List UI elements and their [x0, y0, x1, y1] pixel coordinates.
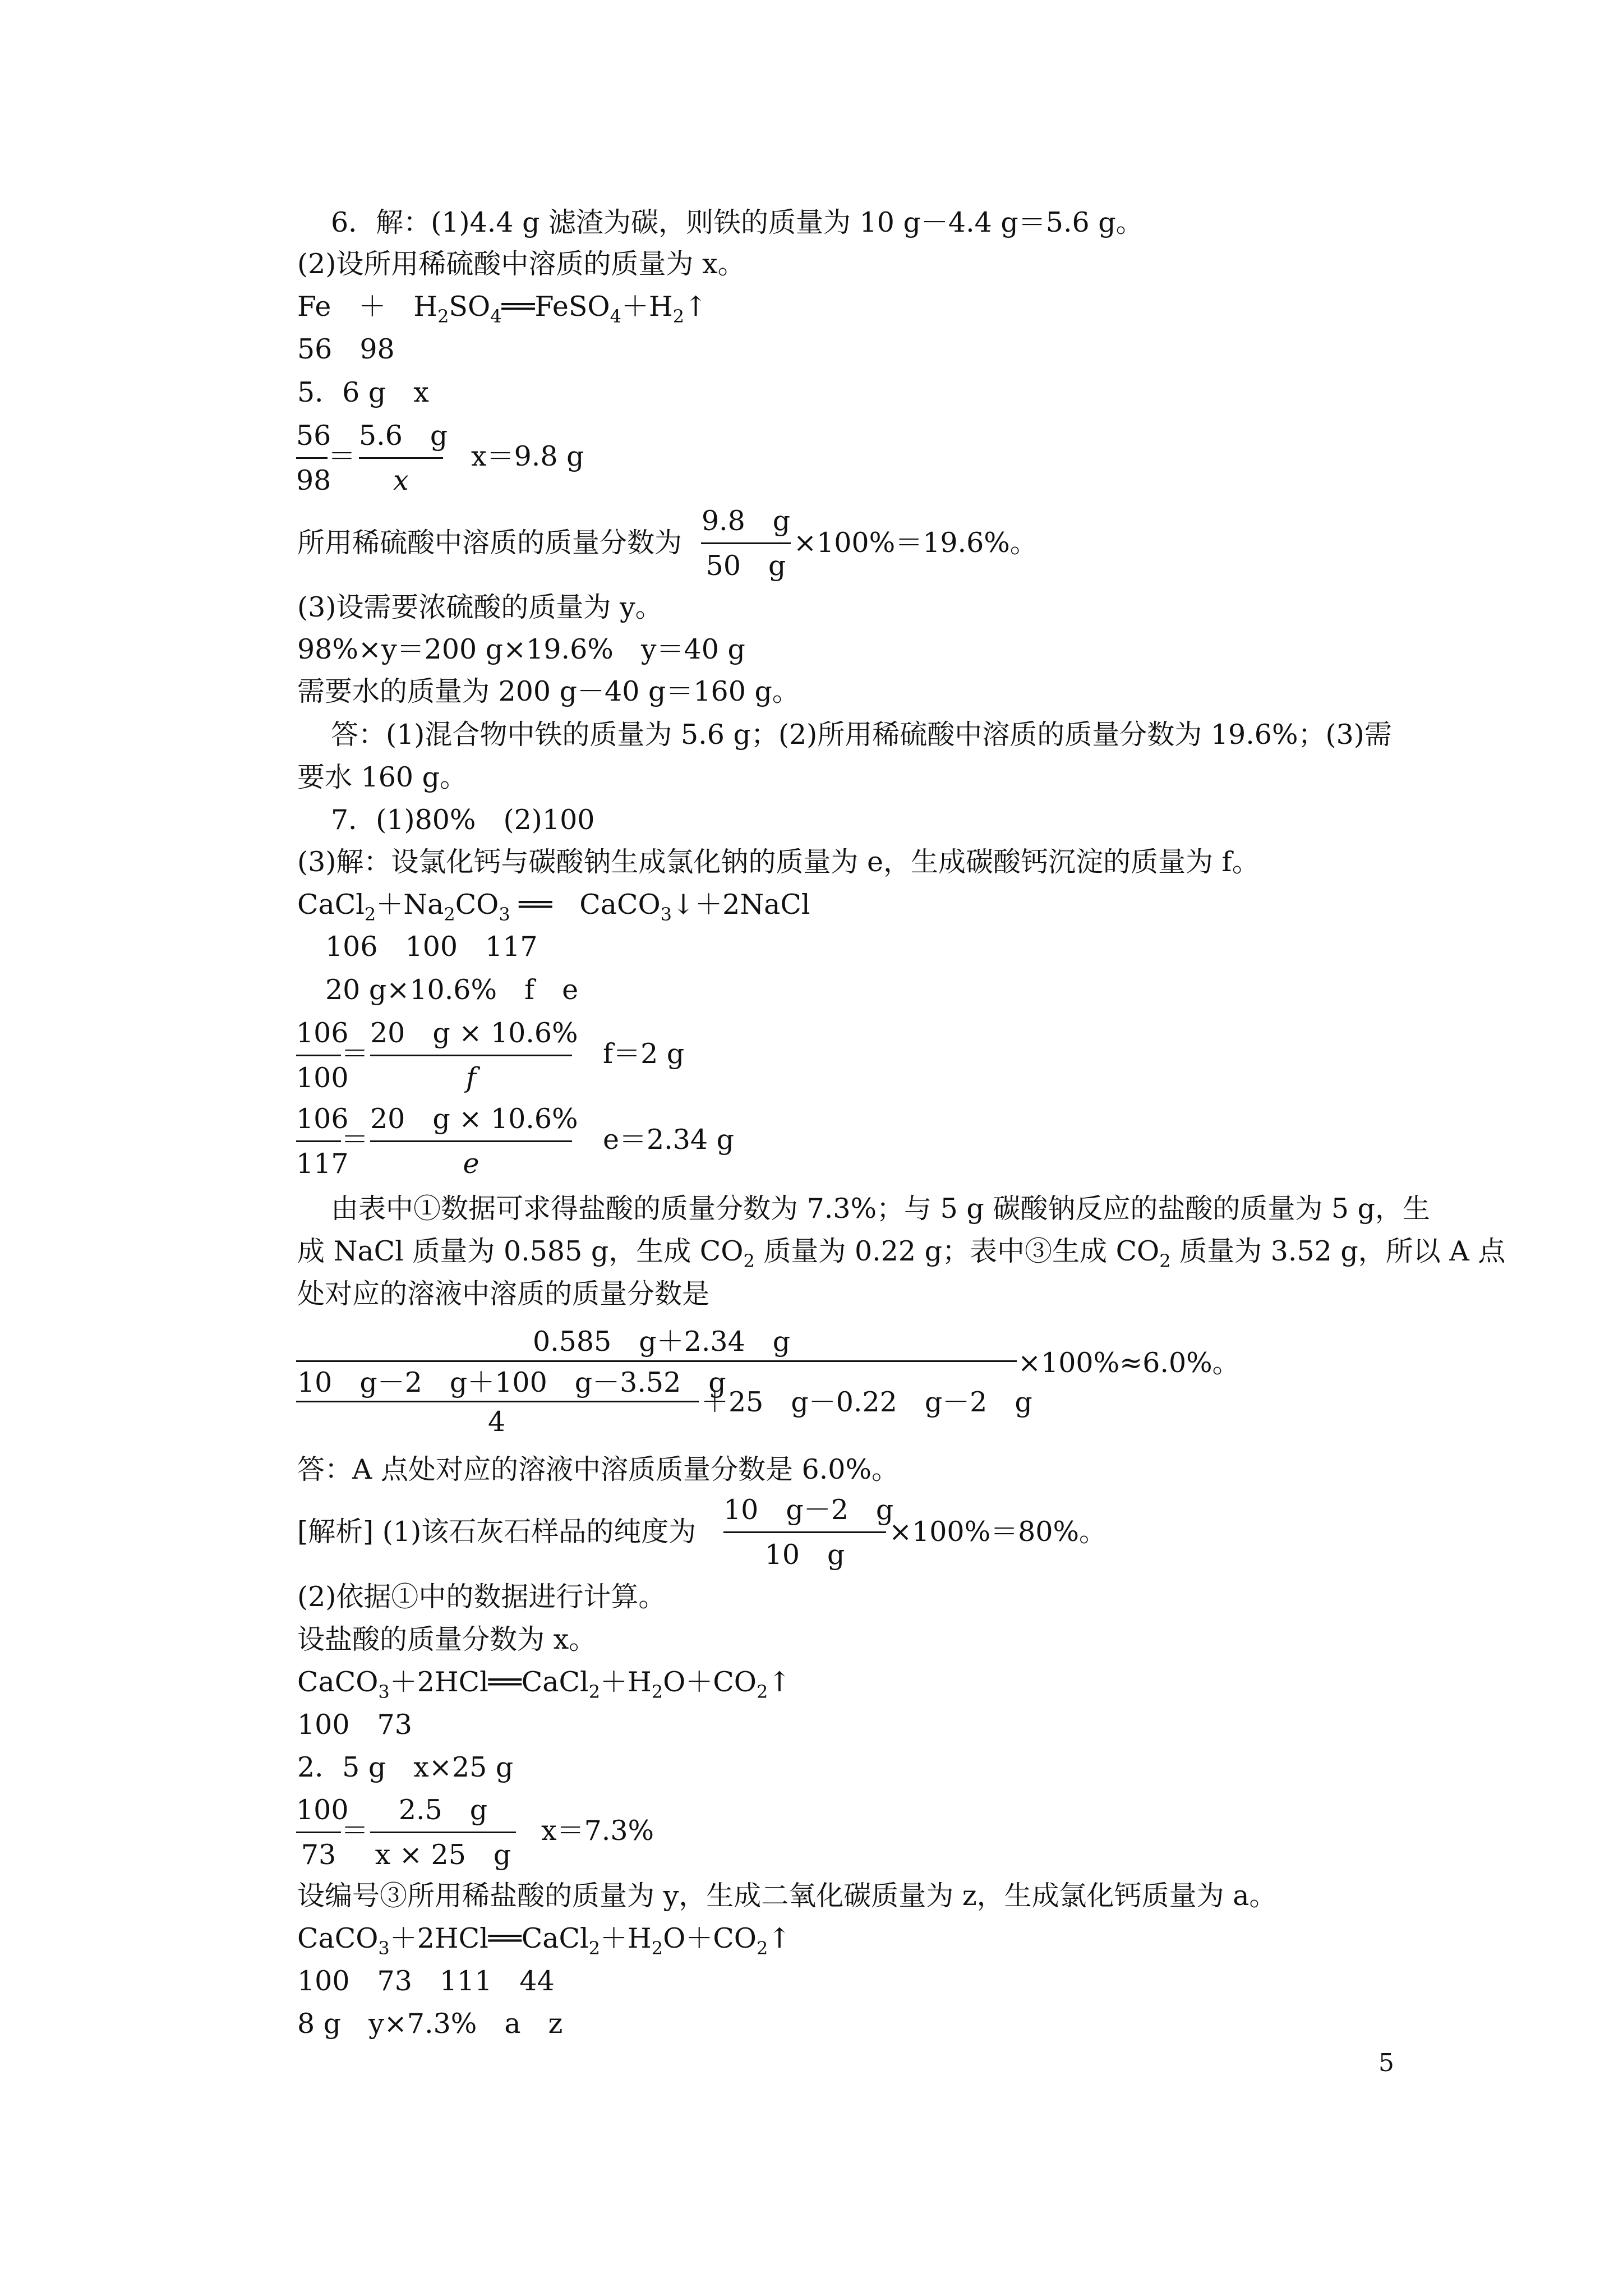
p7-step3: (3)解：设氯化钙与碳酸钠生成氯化钠的质量为 e，生成碳酸钙沉淀的质量为 f。 [297, 846, 1260, 878]
p7-fraction-4: 20 g × 10.6% e [370, 1103, 578, 1180]
p6-water-mass: 需要水的质量为 200 g－40 g＝160 g。 [297, 675, 800, 707]
p7-big-result: ×100%≈6.0%。 [1018, 1347, 1240, 1379]
p6-mass-fraction-result: ×100%＝19.6%。 [794, 527, 1038, 559]
analysis-step2-setup: 设盐酸的质量分数为 x。 [297, 1623, 597, 1655]
p6-equation: Fe ＋ $H_2SO_4══FeSO_4+H_2↑$ [297, 291, 708, 327]
p7-big-denominator-tail: ＋25 g－0.22 g－2 g [701, 1386, 1032, 1418]
p7-text-line1: 由表中①数据可求得盐酸的质量分数为 7.3%；与 5 g 碳酸钠反应的盐酸的质量为 5 g，生 [331, 1193, 1431, 1225]
analysis-step3: 设编号③所用稀盐酸的质量为 y，生成二氧化碳质量为 z，生成氯化钙质量为 a。 [297, 1880, 1277, 1912]
p7-fraction-2: 20 g × 10.6% f [370, 1017, 578, 1094]
analysis-values-2: 8 g y×7.3% a z [297, 2008, 563, 2040]
p7-result-f: f＝2 g [603, 1038, 685, 1070]
p7-text-line2: 成 NaCl 质量为 0.585 g，生成 $CO_2$ 质量为 0.22 g；表中③生成 $CO_2$ 质量为 3.52 g，所以 A 点 [297, 1235, 1506, 1272]
analysis-fraction-3: 2.5 g x × 25 g [370, 1796, 516, 1869]
p6-step3: (3)设需要浓硫酸的质量为 y。 [297, 591, 663, 623]
analysis-ratio-1: 100 73 [297, 1709, 412, 1741]
analysis-fraction-1: 10 g－2 g 10 g [723, 1494, 894, 1571]
p6-fraction-1: 56 98 [296, 420, 331, 496]
equals-sign: ＝ [341, 1124, 369, 1156]
p7-big-inner-numerator: 10 g－2 g＋100 g－3.52 g [297, 1366, 726, 1398]
analysis-purity-label: [解析] (1)该石灰石样品的纯度为 [297, 1516, 697, 1548]
p7-result-e: e＝2.34 g [603, 1124, 735, 1156]
p6-ratio: 56 98 [297, 333, 395, 365]
p7-title: 7．(1)80% (2)100 [331, 804, 595, 836]
p6-answer-line2: 要水 160 g。 [297, 761, 468, 793]
p6-title: 6．解：(1)4.4 g 滤渣为碳，则铁的质量为 10 g－4.4 g＝5.6 g。 [331, 206, 1144, 238]
equals-sign: ＝ [341, 1038, 369, 1070]
p7-answer: 答：A 点处对应的溶液中溶质质量分数是 6.0%。 [297, 1453, 900, 1485]
p6-result: x＝9.8 g [471, 440, 584, 472]
equals-sign: ＝ [328, 440, 356, 472]
p7-text-line3: 处对应的溶液中溶质的质量分数是 [297, 1278, 710, 1310]
p7-fraction-1: 106 100 [296, 1017, 349, 1094]
p7-big-numerator: 0.585 g＋2.34 g [533, 1326, 791, 1358]
p6-answer-line1: 答：(1)混合物中铁的质量为 5.6 g；(2)所用稀硫酸中溶质的质量分数为 19.6%；(3)需 [331, 719, 1392, 751]
p6-mass-fraction-label: 所用稀硫酸中溶质的质量分数为 [297, 527, 683, 559]
p7-ratio: 106 100 117 [325, 931, 538, 963]
p6-step3-calc: 98%×y＝200 g×19.6% y＝40 g [297, 633, 745, 665]
p7-big-fraction-bar [296, 1360, 1017, 1362]
p7-equation: $CaCl_2+Na_2CO_3$ ══ CaCO$_3$↓＋2NaCl [297, 889, 810, 925]
analysis-values-1: 2．5 g x×25 g [297, 1751, 514, 1783]
analysis-ratio-2: 100 73 111 44 [297, 1965, 555, 1997]
p7-inner-fraction-bar [296, 1401, 699, 1402]
analysis-fraction-2: 100 73 [296, 1794, 349, 1871]
analysis-purity-result: ×100%＝80%。 [889, 1516, 1107, 1548]
p7-fraction-3: 106 117 [296, 1103, 349, 1180]
analysis-step2: (2)依据①中的数据进行计算。 [297, 1581, 666, 1613]
p6-step2: (2)设所用稀硫酸中溶质的质量为 x。 [297, 248, 745, 280]
analysis-result-x: x＝7.3% [541, 1815, 654, 1847]
p6-fraction-3: 9.8 g 50 g [701, 505, 791, 582]
analysis-equation-2: $CaCO_3+2HCl══CaCl_2+H_2O+CO_2↑$ [297, 1922, 791, 1959]
page-number: 5 [1378, 2049, 1394, 2077]
p6-fraction-2: 5.6 g x [359, 420, 448, 496]
p6-values: 5．6 g x [297, 376, 429, 408]
p7-values: 20 g×10.6% f e [325, 974, 579, 1006]
equals-sign: ＝ [341, 1815, 369, 1847]
analysis-equation-1: $CaCO_3+2HCl══CaCl_2+H_2O+CO_2↑$ [297, 1666, 791, 1703]
p7-big-inner-denominator: 4 [488, 1406, 506, 1438]
